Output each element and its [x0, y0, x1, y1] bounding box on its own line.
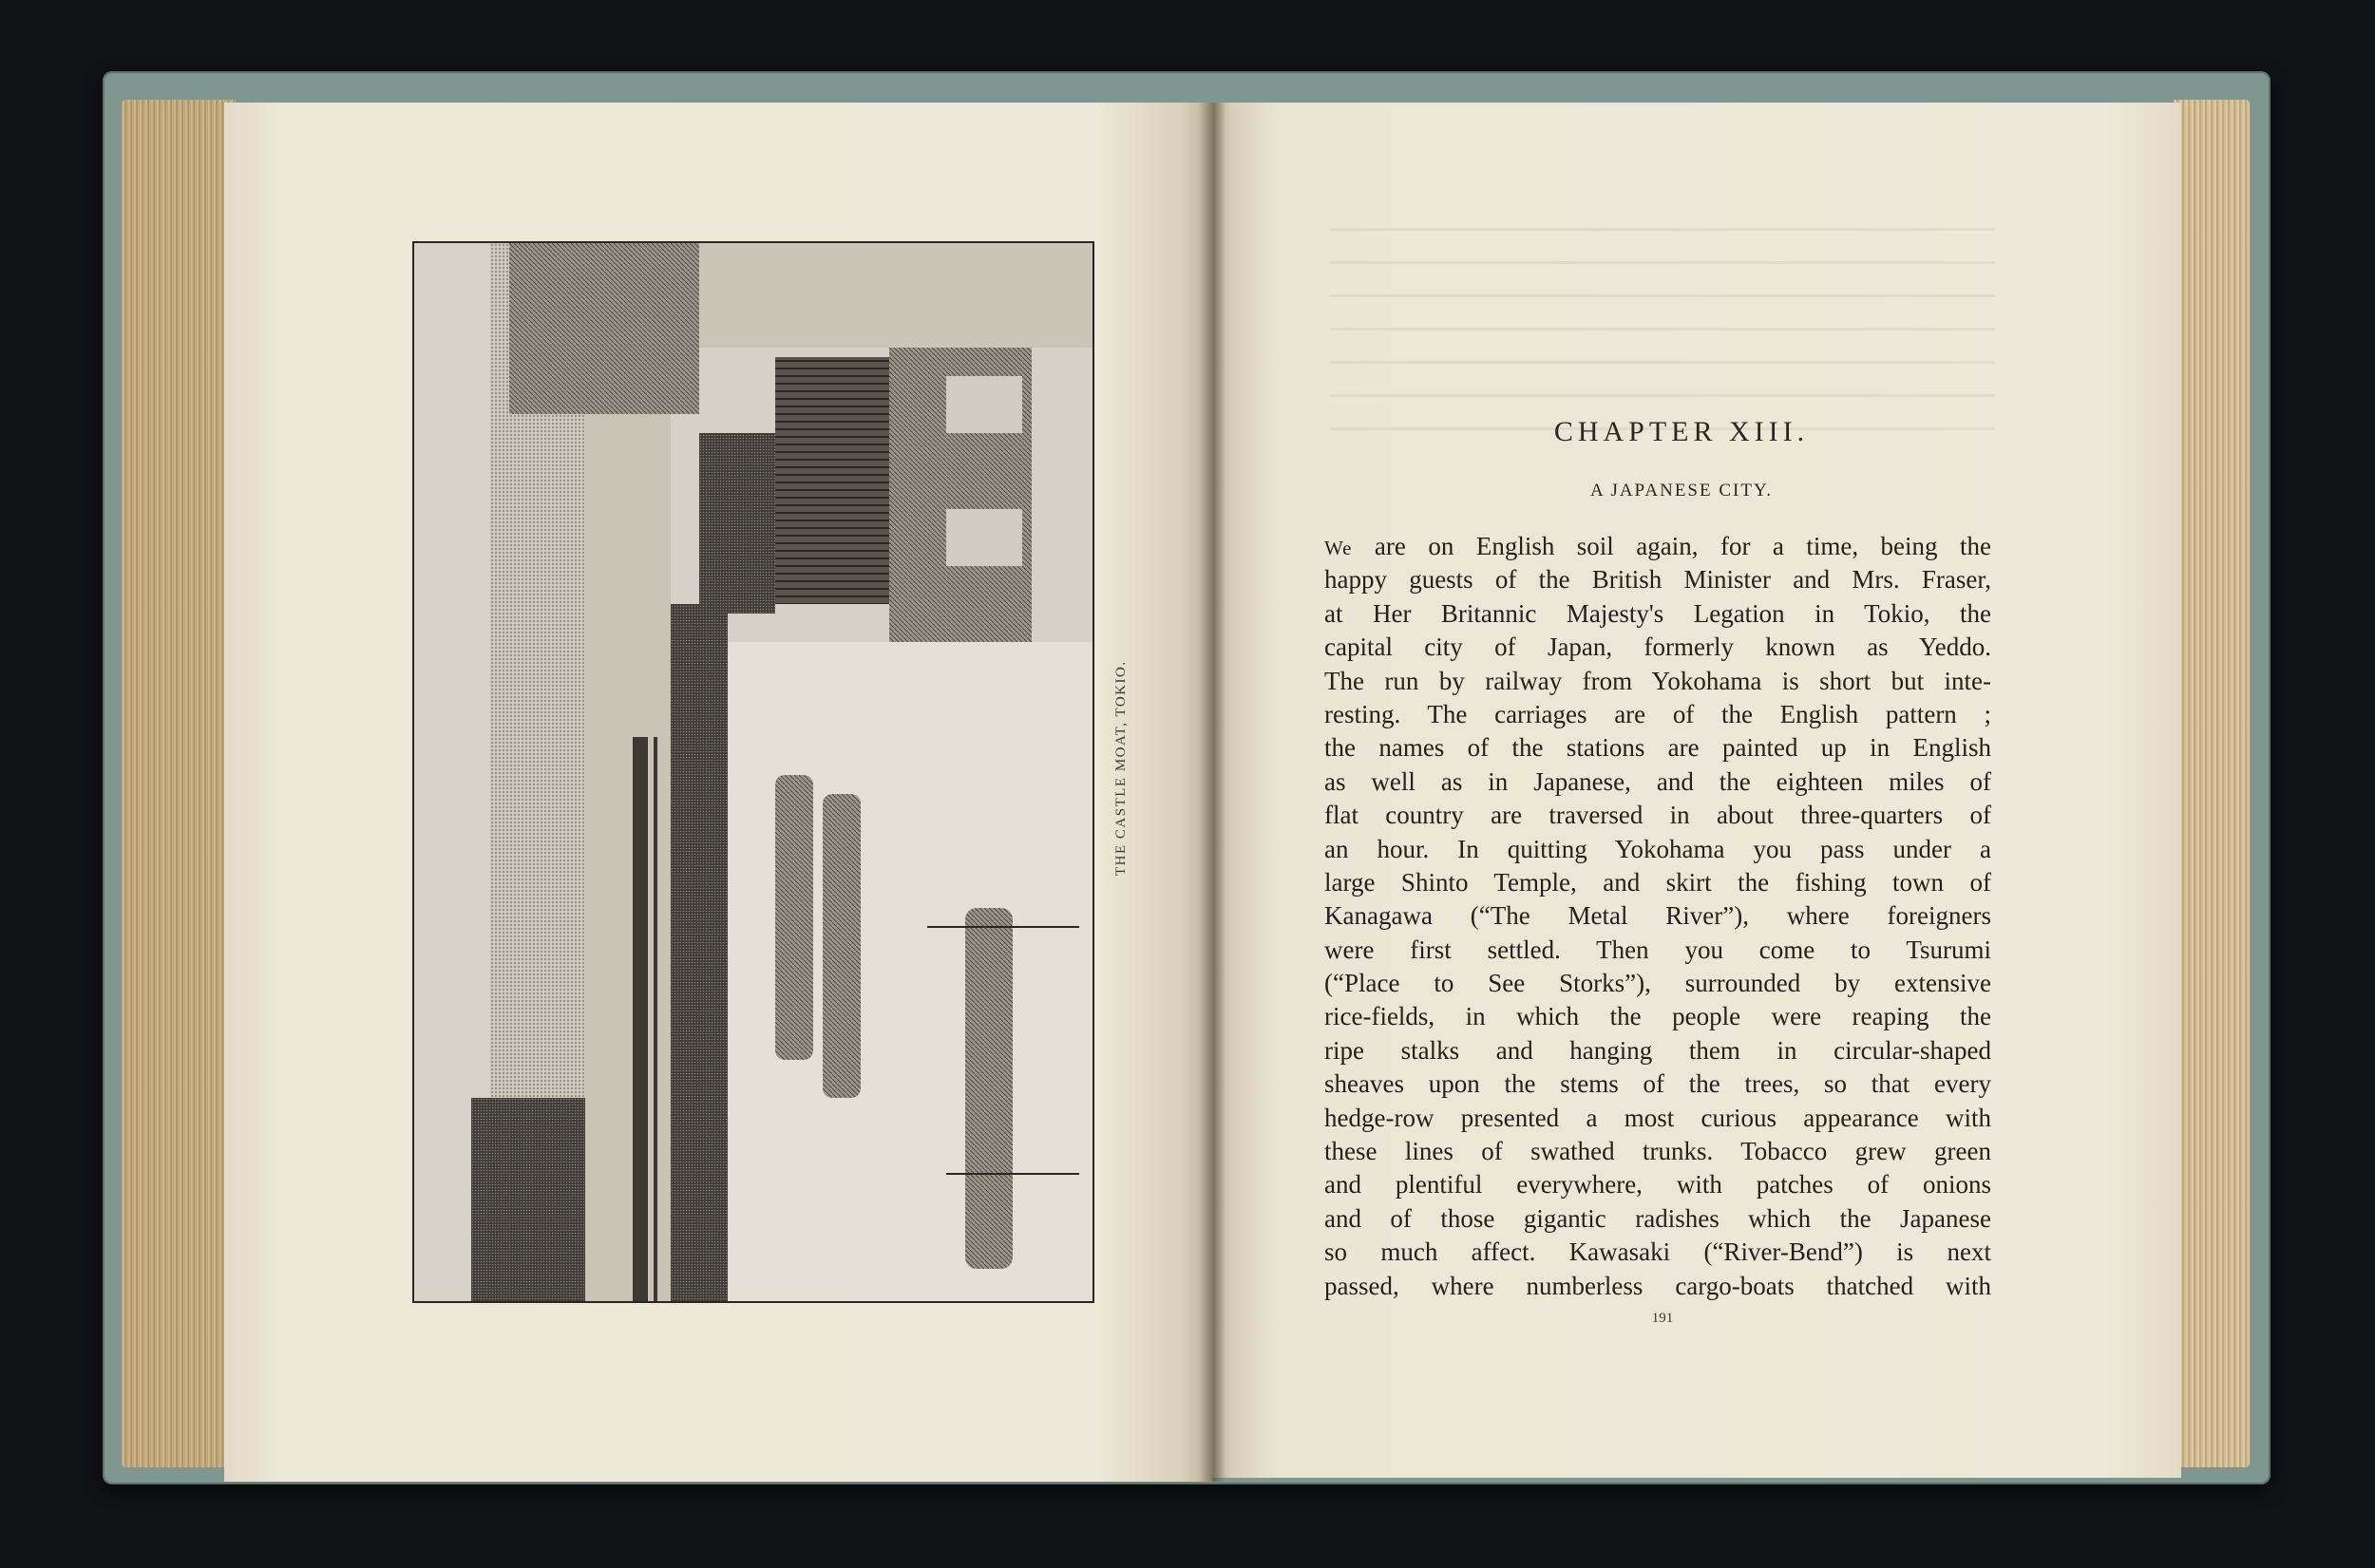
- text-line: ripe stalks and hanging them in circular-shaped: [1324, 1035, 1991, 1065]
- text-line: the names of the stations are painted up in English: [1324, 733, 1991, 763]
- text-line: hedge-row presented a most curious appearance with: [1324, 1103, 1991, 1132]
- right-page-edges: [2174, 100, 2250, 1467]
- chapter-title: CHAPTER XIII.: [1553, 416, 1810, 447]
- chapter-body: [1324, 530, 1991, 1303]
- text-line: The run by railway from Yokohama is short but inte-: [1324, 666, 1991, 695]
- text-line: rice-fields, in which the people were reaping the: [1324, 1002, 1991, 1031]
- text-line: at Her Britannic Majesty's Legation in Tokio, the: [1324, 598, 1991, 628]
- text-line: flat country are traversed in about three-quarters of: [1324, 801, 1991, 830]
- book-gutter: [1199, 103, 1226, 1482]
- left-page-edges: [122, 100, 236, 1467]
- text-line: and plentiful everywhere, with patches of onions: [1324, 1170, 1991, 1200]
- text-line: happy guests of the British Minister and Mrs. Fraser,: [1324, 565, 1991, 595]
- text-line: these lines of swathed trunks. Tobacco grew green: [1324, 1137, 1991, 1166]
- text-line: as well as in Japanese, and the eighteen miles of: [1324, 766, 1991, 796]
- plate-caption: THE CASTLE MOAT, TOKIO.: [1113, 660, 1129, 876]
- castle-moat-engraving: [414, 243, 1092, 1301]
- first-word: We: [1324, 537, 1353, 559]
- text-line: Kanagawa (“The Metal River”), where foreigners: [1324, 901, 1991, 931]
- text-line: (“Place to See Storks”), surrounded by extensive: [1324, 969, 1991, 998]
- chapter-subtitle: A JAPANESE CITY.: [1590, 481, 1773, 501]
- text-line: an hour. In quitting Yokohama you pass under a: [1324, 834, 1991, 863]
- text-line: and of those gigantic radishes which the Japanese: [1324, 1203, 1991, 1233]
- text-line: capital city of Japan, formerly known as Yeddo.: [1324, 633, 1991, 662]
- text-line: so much affect. Kawasaki (“River-Bend”) is next: [1324, 1237, 1991, 1267]
- text-line: were first settled. Then you come to Tsurumi: [1324, 935, 1991, 964]
- text-line: sheaves upon the stems of the trees, so that every: [1324, 1069, 1991, 1099]
- page-number: 191: [1651, 1311, 1674, 1326]
- text-line: resting. The carriages are of the English pattern ;: [1324, 699, 1991, 728]
- text-line: passed, where numberless cargo-boats thatched with: [1324, 1271, 1991, 1300]
- text-line: large Shinto Temple, and skirt the fishing town of: [1324, 867, 1991, 897]
- illustration-plate: [412, 241, 1094, 1303]
- text-line: We are on English soil again, for a time, being the: [1324, 532, 1991, 560]
